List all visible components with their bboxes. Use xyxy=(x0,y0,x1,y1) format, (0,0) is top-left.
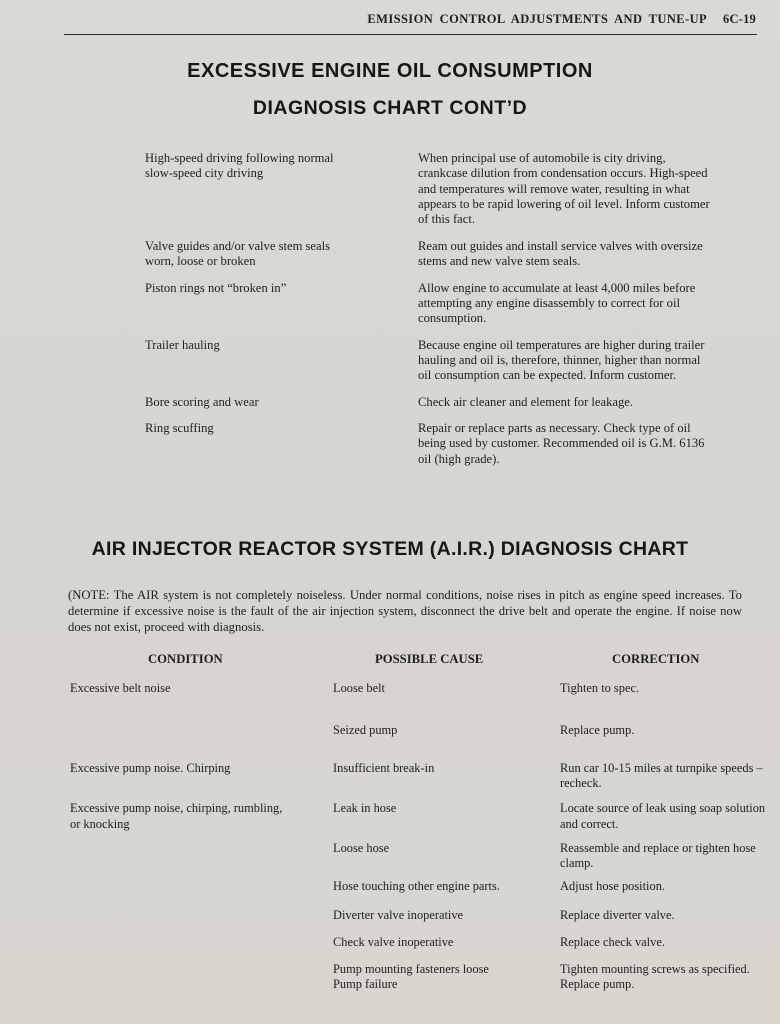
condition-column-header: CONDITION xyxy=(148,652,223,667)
air-table-row xyxy=(70,681,768,696)
air-diagnosis-table xyxy=(70,652,768,993)
correction-column-header: CORRECTION xyxy=(612,652,700,667)
page-number: 6C-19 xyxy=(723,12,756,26)
air-table-row xyxy=(70,879,768,894)
correction-cell: When principal use of automobile is city driving, crankcase dilution from condensation occurs. High-speed and temperatures will remove water, resulting in what appears to be rapid lowering of oil level. Inform customer of this fact. xyxy=(418,151,710,227)
cause-cell: Leak in hose xyxy=(333,801,397,816)
condition-cell: Valve guides and/or valve stem seals worn, loose or broken xyxy=(145,238,331,269)
oil-diagnosis-chart xyxy=(145,151,780,467)
condition-cell xyxy=(70,879,333,894)
cause-cell: Diverter valve inoperative xyxy=(333,908,464,923)
possible-cause-column-header: POSSIBLE CAUSE xyxy=(375,652,484,667)
correction-cell: Check air cleaner and element for leakage. xyxy=(418,394,634,409)
condition-cell: Piston rings not “broken in” xyxy=(145,280,287,295)
correction-cell: Reassemble and replace or tighten hose clamp. xyxy=(560,841,756,871)
oil-chart-row xyxy=(145,239,780,270)
condition-cell xyxy=(70,723,333,738)
air-table-row xyxy=(70,801,768,832)
correction-cell: Because engine oil temperatures are higher during trailer hauling and oil is, therefore, thinner, higher than normal oil consumption can be expected. Inform customer. xyxy=(418,337,705,383)
correction-cell: Adjust hose position. xyxy=(560,878,665,893)
cause-cell: Hose touching other engine parts. xyxy=(333,878,500,893)
oil-chart-row xyxy=(145,151,780,228)
oil-section-title-line1: EXCESSIVE ENGINE OIL CONSUMPTION xyxy=(187,60,593,82)
correction-cell: Locate source of leak using soap solution and correct. xyxy=(560,801,766,831)
condition-cell: Excessive pump noise, chirping, rumbling, or knocking xyxy=(70,801,283,831)
correction-cell: Tighten mounting screws as specified. xyxy=(560,961,750,976)
air-table-header-row xyxy=(70,652,768,668)
oil-chart-row xyxy=(145,395,780,410)
condition-cell xyxy=(70,962,333,977)
oil-chart-row xyxy=(145,338,780,384)
air-table-row xyxy=(70,935,768,950)
condition-cell: Bore scoring and wear xyxy=(145,394,259,409)
condition-cell xyxy=(70,977,333,992)
condition-cell: Excessive pump noise. Chirping xyxy=(70,760,231,775)
oil-section-title-line2: DIAGNOSIS CHART CONT’D xyxy=(252,97,528,119)
condition-cell xyxy=(70,841,333,872)
oil-chart-row xyxy=(145,281,780,327)
condition-cell xyxy=(70,935,333,950)
air-table-row xyxy=(70,723,768,738)
air-table-row xyxy=(70,962,768,977)
cause-cell: Seized pump xyxy=(333,723,398,738)
air-table-row xyxy=(70,908,768,923)
correction-cell: Ream out guides and install service valves with oversize stems and new valve stem seals. xyxy=(418,238,703,269)
condition-cell: Excessive belt noise xyxy=(70,680,171,695)
cause-cell: Loose belt xyxy=(333,680,385,695)
cause-cell: Pump mounting fasteners loose xyxy=(333,961,489,976)
running-head-title: EMISSION CONTROL ADJUSTMENTS AND TUNE-UP xyxy=(367,12,708,26)
cause-cell: Pump failure xyxy=(333,977,398,992)
correction-cell: Replace pump. xyxy=(560,977,635,992)
air-section-note: (NOTE: The AIR system is not completely noiseless. Under normal conditions, noise rises in pitch as engine speed increases. To determine if excessive noise is the fault of the air injection system, disconnect the drive belt and operate the engine. If noise now does not exist, proceed with diagnosis. xyxy=(68,588,742,635)
condition-cell: Ring scuffing xyxy=(145,421,214,436)
air-table-row xyxy=(70,977,768,992)
air-section-title: AIR INJECTOR REACTOR SYSTEM (A.I.R.) DIAGNOSIS CHART xyxy=(91,538,689,561)
page-content xyxy=(0,52,780,1003)
cause-cell: Loose hose xyxy=(333,841,390,856)
running-head xyxy=(64,12,756,27)
correction-cell: Replace check valve. xyxy=(560,934,665,949)
condition-cell xyxy=(70,908,333,923)
air-table-row xyxy=(70,761,768,792)
condition-cell: High-speed driving following normal slow-speed city driving xyxy=(145,151,334,181)
correction-cell: Replace pump. xyxy=(560,723,635,738)
cause-cell: Check valve inoperative xyxy=(333,934,454,949)
correction-cell: Replace diverter valve. xyxy=(560,908,675,923)
correction-cell: Repair or replace parts as necessary. Check type of oil being used by customer. Recommended oil is G.M. 6136 oil (high grade). xyxy=(418,421,705,466)
correction-cell: Tighten to spec. xyxy=(560,680,640,695)
cause-cell: Insufficient break-in xyxy=(333,760,435,775)
air-table-row xyxy=(70,841,768,872)
oil-chart-row xyxy=(145,421,780,467)
correction-cell: Allow engine to accumulate at least 4,000 miles before attempting any engine disassembly to correct for oil consumption. xyxy=(418,280,696,326)
header-rule xyxy=(64,34,757,35)
condition-cell: Trailer hauling xyxy=(145,337,220,352)
correction-cell: Run car 10-15 miles at turnpike speeds – recheck. xyxy=(560,760,763,790)
